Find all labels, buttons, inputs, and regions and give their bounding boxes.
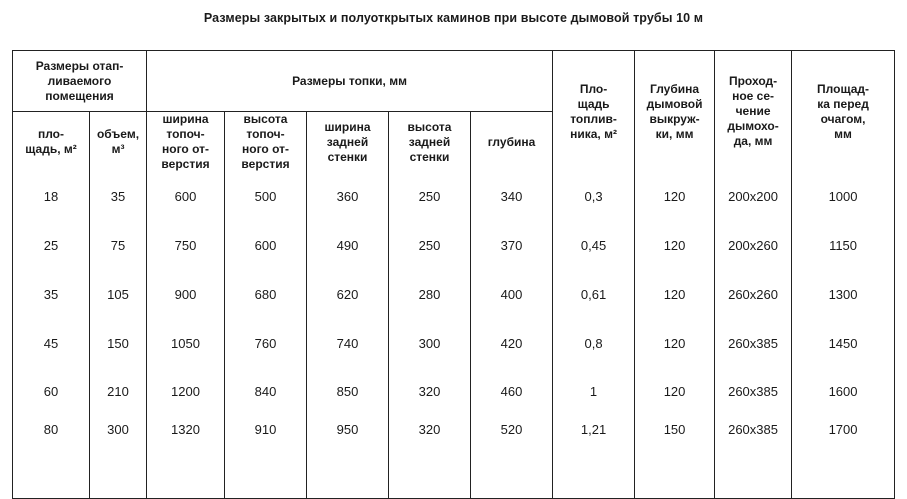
cell-hearth-area: 1700 xyxy=(792,416,895,498)
table-row xyxy=(13,319,895,368)
cell-room-volume: 35 xyxy=(90,172,147,221)
cell-room-area: 25 xyxy=(13,221,90,270)
header-flue-section: Проход- ное се- чение дымохо- да, мм xyxy=(715,51,792,173)
cell-fuel-area: 1 xyxy=(553,367,635,416)
header-smoke-depth: Глубина дымовой выкруж- ки, мм xyxy=(635,51,715,173)
cell-back-height: 250 xyxy=(389,221,471,270)
cell-fuel-area: 0,8 xyxy=(553,319,635,368)
cell-back-width: 950 xyxy=(307,416,389,498)
header-depth: глубина xyxy=(471,112,553,173)
cell-depth: 460 xyxy=(471,367,553,416)
cell-depth: 370 xyxy=(471,221,553,270)
cell-opening-width: 600 xyxy=(147,172,225,221)
table-row xyxy=(13,416,895,498)
cell-room-volume: 210 xyxy=(90,367,147,416)
cell-back-height: 320 xyxy=(389,416,471,498)
cell-flue-section: 260x260 xyxy=(715,270,792,319)
cell-opening-width: 750 xyxy=(147,221,225,270)
cell-back-height: 250 xyxy=(389,172,471,221)
header-back-height: высота задней стенки xyxy=(389,112,471,173)
cell-opening-width: 1320 xyxy=(147,416,225,498)
header-opening-width: ширина топоч- ного от- верстия xyxy=(147,112,225,173)
cell-opening-height: 600 xyxy=(225,221,307,270)
cell-hearth-area: 1000 xyxy=(792,172,895,221)
cell-room-volume: 300 xyxy=(90,416,147,498)
cell-opening-height: 760 xyxy=(225,319,307,368)
cell-smoke-depth: 120 xyxy=(635,319,715,368)
cell-smoke-depth: 120 xyxy=(635,270,715,319)
cell-room-area: 45 xyxy=(13,319,90,368)
header-room-group: Размеры отап- ливаемого помещения xyxy=(13,51,147,112)
cell-flue-section: 200x200 xyxy=(715,172,792,221)
cell-smoke-depth: 120 xyxy=(635,172,715,221)
fireplace-dimensions-table xyxy=(12,50,895,499)
table-row xyxy=(13,270,895,319)
cell-back-width: 620 xyxy=(307,270,389,319)
cell-opening-width: 1050 xyxy=(147,319,225,368)
cell-hearth-area: 1600 xyxy=(792,367,895,416)
cell-hearth-area: 1300 xyxy=(792,270,895,319)
cell-back-width: 490 xyxy=(307,221,389,270)
cell-smoke-depth: 120 xyxy=(635,221,715,270)
header-back-width: ширина задней стенки xyxy=(307,112,389,173)
cell-fuel-area: 0,61 xyxy=(553,270,635,319)
cell-room-area: 18 xyxy=(13,172,90,221)
cell-flue-section: 260x385 xyxy=(715,367,792,416)
cell-back-width: 360 xyxy=(307,172,389,221)
cell-back-width: 850 xyxy=(307,367,389,416)
cell-opening-height: 840 xyxy=(225,367,307,416)
cell-smoke-depth: 120 xyxy=(635,367,715,416)
cell-hearth-area: 1450 xyxy=(792,319,895,368)
cell-back-height: 280 xyxy=(389,270,471,319)
header-fuel-area: Пло- щадь топлив- ника, м² xyxy=(553,51,635,173)
cell-fuel-area: 0,45 xyxy=(553,221,635,270)
table-row xyxy=(13,221,895,270)
cell-flue-section: 260x385 xyxy=(715,319,792,368)
cell-back-width: 740 xyxy=(307,319,389,368)
cell-flue-section: 200x260 xyxy=(715,221,792,270)
table-title: Размеры закрытых и полуоткрытых каминов при высоте дымовой трубы 10 м xyxy=(203,11,704,25)
header-room-area: пло- щадь, м² xyxy=(13,112,90,173)
cell-opening-height: 910 xyxy=(225,416,307,498)
cell-room-volume: 75 xyxy=(90,221,147,270)
cell-depth: 420 xyxy=(471,319,553,368)
cell-depth: 520 xyxy=(471,416,553,498)
cell-flue-section: 260x385 xyxy=(715,416,792,498)
cell-fuel-area: 1,21 xyxy=(553,416,635,498)
cell-smoke-depth: 150 xyxy=(635,416,715,498)
header-opening-height: высота топоч- ного от- верстия xyxy=(225,112,307,173)
cell-room-volume: 150 xyxy=(90,319,147,368)
cell-opening-width: 1200 xyxy=(147,367,225,416)
cell-opening-width: 900 xyxy=(147,270,225,319)
cell-opening-height: 500 xyxy=(225,172,307,221)
cell-back-height: 300 xyxy=(389,319,471,368)
cell-room-area: 80 xyxy=(13,416,90,498)
table-row xyxy=(13,367,895,416)
cell-depth: 340 xyxy=(471,172,553,221)
header-hearth-area: Площад- ка перед очагом, мм xyxy=(792,51,895,173)
cell-room-area: 60 xyxy=(13,367,90,416)
header-firebox-group: Размеры топки, мм xyxy=(147,51,553,112)
cell-back-height: 320 xyxy=(389,367,471,416)
cell-room-volume: 105 xyxy=(90,270,147,319)
cell-opening-height: 680 xyxy=(225,270,307,319)
cell-hearth-area: 1150 xyxy=(792,221,895,270)
cell-fuel-area: 0,3 xyxy=(553,172,635,221)
table-row xyxy=(13,172,895,221)
cell-depth: 400 xyxy=(471,270,553,319)
cell-room-area: 35 xyxy=(13,270,90,319)
header-room-volume: объем, м³ xyxy=(90,112,147,173)
